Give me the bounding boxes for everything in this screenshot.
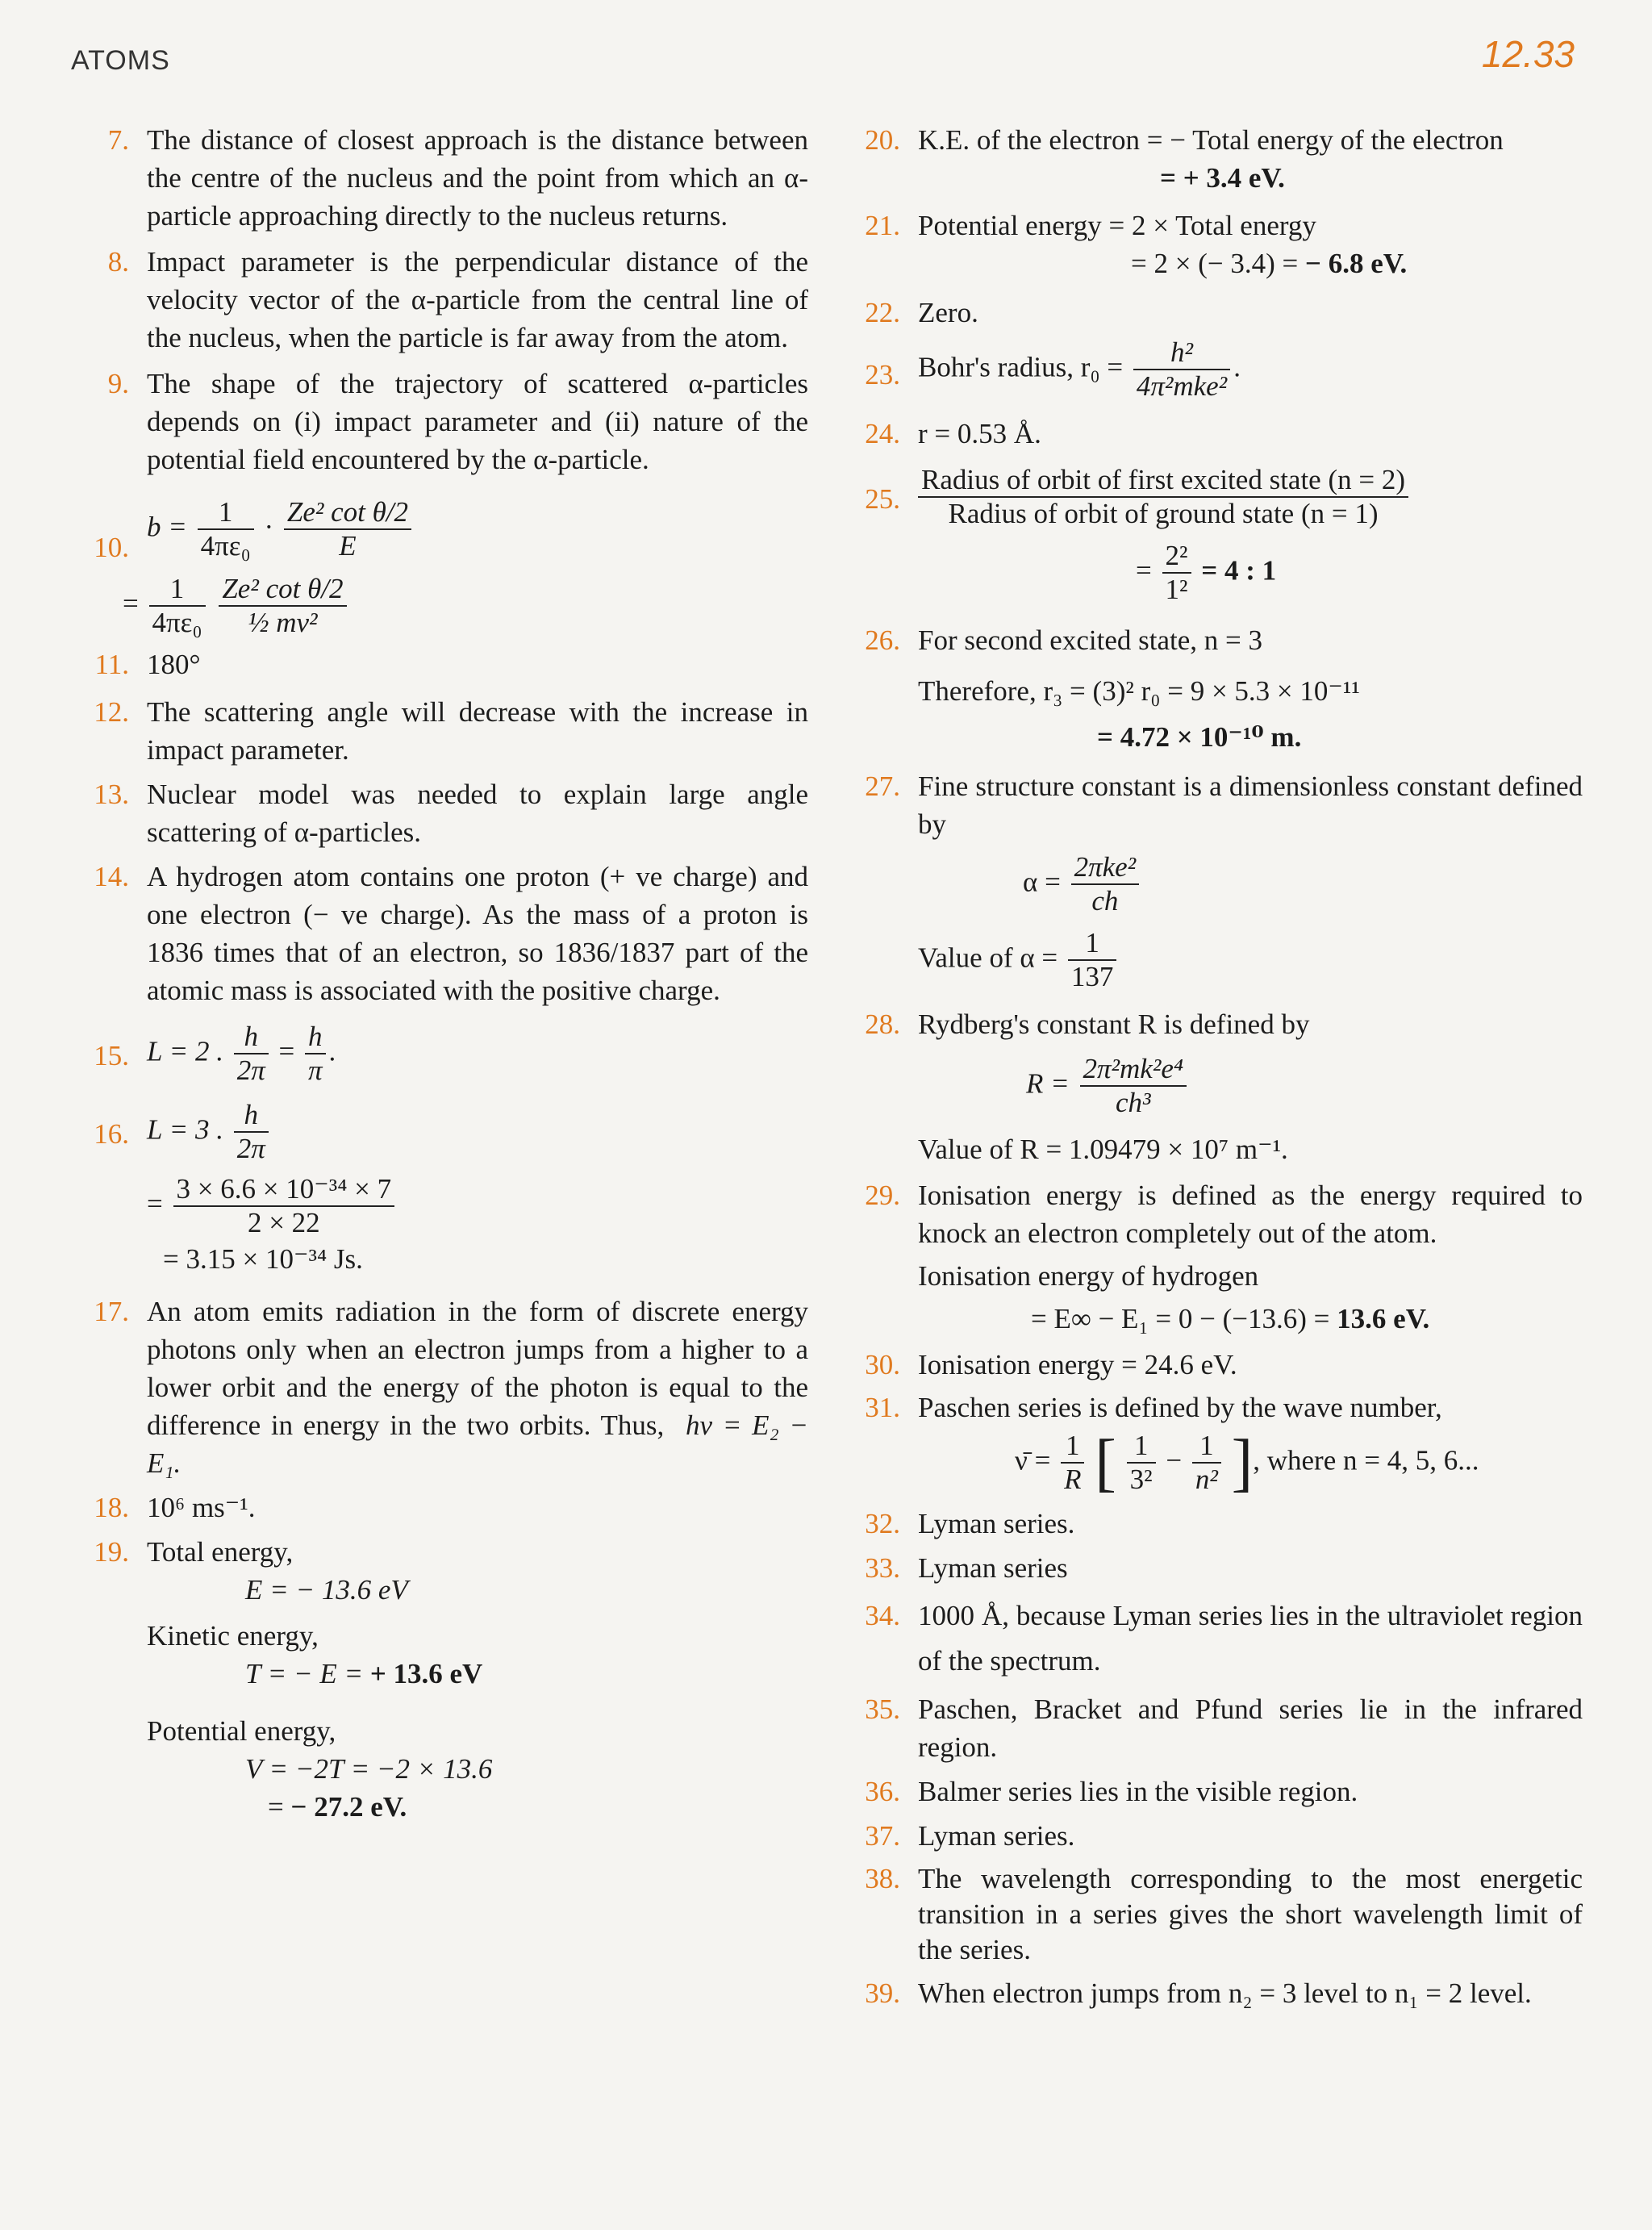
formula-lhs: Value of α = [918,942,1058,974]
answer-17 [77,1292,808,1482]
text-line: Kinetic energy, [147,1619,319,1652]
formula-value: = + 3.4 eV. [1160,162,1285,194]
answer-text: The shape of the trajectory of scattered α-particles depends on (i) impact parameter and (ii) nature of the potential field encountered by the α-particle. [147,368,808,475]
denominator: n² [1195,1464,1218,1496]
numerator: 1 [149,573,206,607]
answer-number: 28. [865,1008,900,1040]
answer-text: Zero. [918,297,978,328]
formula-value: = 4.72 × 10⁻¹⁰ m. [1097,720,1302,753]
answer-39 [849,1974,1583,2012]
left-bracket: [ [1095,1427,1116,1499]
denominator: Radius of orbit of ground state (n = 1) [948,497,1379,529]
formula-lhs: R = [1026,1067,1070,1099]
left-column [77,121,808,1826]
answer-35 [849,1690,1583,1766]
formula: hν = E₂ − E₁. [147,1409,808,1479]
answer-9 [77,365,808,478]
answer-26 [849,621,1583,756]
equals-sign: = [1136,554,1152,587]
answer-text: A hydrogen atom contains one proton (+ ve charge) and one electron (− ve charge). As the mass of a proton is 1836 times that of an electron, so 1836/1837 part of the atomic mass is associated with the positive charge. [147,861,808,1006]
answer-number: 14. [94,861,129,892]
page-number: 12.33 [1481,33,1575,75]
denominator: 4π²mke² [1136,370,1228,403]
answer-text: The wavelength corresponding to the most energetic transition in a series gives the short wavelength limit of the series. [918,1862,1583,1965]
answer-number: 38. [865,1862,900,1894]
denominator: ch [1091,884,1119,917]
answer-16 [77,1099,808,1278]
numerator: 1 [1068,927,1117,961]
denominator: R [1064,1464,1082,1496]
right-bracket: ] [1231,1427,1254,1499]
answer-30 [849,1346,1583,1384]
answer-19 [77,1533,808,1826]
text-line: Ionisation energy is defined as the energy required to knock an electron completely out of the atom. [918,1180,1583,1249]
fraction [219,573,346,640]
answer-text: r = 0.53 Å. [918,417,1041,449]
answer-number: 19. [94,1535,129,1568]
formula-lhs: L = 3 . [147,1113,223,1145]
numerator: 1 [1061,1430,1084,1464]
answer-text: An atom emits radiation in the form of discrete energy photons only when an electron jumps from a higher to a lower orbit and the energy of the photon is equal to the difference in energy in the two orbits. Thus, [147,1295,808,1441]
fraction [198,496,254,563]
answer-number: 8. [107,246,129,278]
answer-number: 7. [107,124,129,156]
denominator: 4πε₀ [200,530,251,562]
formula-lhs: L = 2 . [147,1035,223,1067]
fraction [173,1173,395,1240]
answer-number: 32. [865,1507,900,1539]
denominator: π [308,1054,323,1087]
fraction [284,496,411,563]
formula-value: − 6.8 eV. [1305,248,1408,279]
text-line: Rydberg's constant R is defined by [918,1008,1310,1040]
answer-29 [849,1176,1583,1338]
answer-number: 30. [865,1349,900,1380]
numerator: 3 × 6.6 × 10⁻³⁴ × 7 [173,1173,395,1207]
formula-line: b = $\frac{1}{\text{4πε₀}}$ · $\frac{\text{Ze² cot θ/2}}{E}$ [147,496,808,563]
formula-lhs: b = [147,511,187,543]
answer-10 [77,496,808,639]
fraction [1068,927,1117,994]
answer-22 [849,294,1583,332]
text-line: Value of R = 1.09479 × 10⁷ m⁻¹. [918,1134,1288,1165]
formula-line [1031,1300,1583,1338]
answer-13 [77,775,808,851]
formula-line [123,573,808,640]
answer-15 [77,1021,808,1088]
fraction [1192,1430,1221,1497]
formula-value: − 27.2 eV. [290,1790,407,1823]
answer-number: 13. [94,779,129,810]
text-line: Potential energy = 2 × Total energy [918,210,1316,241]
answer-number: 23. [865,359,900,390]
fraction [234,1099,269,1166]
answer-text: Nuclear model was needed to explain large angle scattering of α-particles. [147,779,808,848]
fraction [149,573,206,640]
answer-number: 25. [865,482,900,515]
numerator: Ze² cot θ/2 [284,496,411,530]
answer-number: 18. [94,1491,129,1523]
text-line: Total energy, [147,1535,294,1568]
formula-line [147,1173,808,1240]
formula-line: Therefore, r₃ = (3)² r₀ = 9 × 5.3 × 10⁻¹¹ [918,674,1360,707]
chapter-title: ATOMS [71,45,170,76]
formula-tail: , where n = 4, 5, 6... [1253,1444,1479,1476]
formula-line [1136,540,1583,607]
formula-lhs: Bohr's radius, r₀ = [918,351,1124,383]
formula-lhs: ν̄ = [1015,1444,1051,1476]
answer-37 [849,1817,1583,1855]
answer-31 [849,1389,1583,1497]
formula-line [1015,1427,1583,1499]
formula-lhs: α = [1023,865,1061,897]
answer-20 [849,121,1583,197]
answer-12 [77,693,808,769]
formula-value: = 4 : 1 [1201,554,1277,587]
answer-27 [849,767,1583,994]
answer-text: The distance of closest approach is the distance between the centre of the nucleus and the point from which an α-particle approaching directly to the nucleus returns. [147,124,808,232]
numerator: 1 [1127,1430,1156,1464]
denominator: E [339,530,357,562]
fraction [1133,336,1230,403]
answer-number: 17. [94,1295,129,1327]
text-line: Paschen series is defined by the wave number, [918,1392,1442,1423]
fraction [305,1021,326,1088]
answer-number: 33. [865,1551,900,1584]
answer-text: Balmer series lies in the visible region. [918,1775,1358,1807]
answer-36 [849,1773,1583,1810]
equals-sign: = [278,1035,295,1067]
answer-38 [849,1861,1583,1968]
formula-part: = E∞ − E₁ = 0 − (−13.6) = [1031,1303,1337,1334]
formula-line [918,464,1583,531]
answer-text: Lyman series [918,1551,1068,1584]
answer-number: 12. [94,696,129,728]
answer-7 [77,121,808,235]
numerator: 1 [198,496,254,530]
denominator: ch³ [1116,1086,1151,1118]
denominator: 3² [1129,1464,1153,1496]
numerator: 2πke² [1071,851,1140,885]
formula-part: = [268,1790,291,1823]
denominator: 2π [236,1054,265,1087]
numerator: 2π²mk²e⁴ [1080,1053,1187,1087]
answer-text: 10⁶ ms⁻¹. [147,1491,256,1523]
answer-number: 21. [865,210,900,241]
text-line: Ionisation energy of hydrogen [918,1260,1259,1292]
fraction [1162,540,1191,607]
formula-value: 13.6 eV. [1337,1303,1430,1334]
numerator: h [234,1021,269,1054]
fraction [1127,1430,1156,1497]
answer-number: 35. [865,1693,900,1725]
answer-text: Lyman series. [918,1819,1075,1852]
answer-number: 36. [865,1775,900,1807]
formula-line [147,1099,808,1166]
answer-18 [77,1489,808,1526]
denominator: 137 [1070,961,1114,993]
answer-8 [77,243,808,357]
denominator: 4πε₀ [152,606,202,638]
answer-32 [849,1505,1583,1543]
answer-number: 29. [865,1180,900,1211]
denominator: 1² [1165,574,1188,606]
text-line: For second excited state, n = 3 [918,624,1262,656]
fraction [918,464,1408,531]
answer-23 [849,336,1583,403]
answer-number: 15. [94,1040,129,1071]
numerator: h² [1133,336,1230,370]
fraction [1061,1430,1084,1497]
formula-line: V = −2T = −2 × 13.6 [245,1752,493,1785]
answer-text: Lyman series. [918,1507,1075,1539]
denominator: 2π [236,1132,265,1164]
numerator: h [305,1021,326,1054]
answer-number: 31. [865,1392,900,1423]
answer-28 [849,1005,1583,1169]
answer-11 [77,645,808,683]
formula-part: = 2 × (− 3.4) = [1131,248,1306,279]
answer-text: Impact parameter is the perpendicular distance of the velocity vector of the α-particle from the central line of the nucleus, when the particle is far away from the atom. [147,246,808,353]
answer-34 [849,1593,1583,1684]
answer-14 [77,858,808,1009]
formula-line [1026,1053,1583,1120]
formula-line [245,1655,808,1693]
answer-number: 39. [865,1977,900,2009]
equals-sign: = [123,587,139,619]
answer-number: 26. [865,624,900,656]
formula-value: + 13.6 eV [369,1657,483,1689]
text-line: Potential energy, [147,1714,336,1747]
equals-sign: = [147,1188,163,1220]
answer-25 [849,464,1583,607]
answer-text: The scattering angle will decrease with the increase in impact parameter. [147,696,808,766]
answer-number: 11. [94,649,129,680]
fraction [1080,1053,1187,1120]
numerator: 2² [1162,540,1191,574]
text-line: K.E. of the electron = − Total energy of the electron [918,124,1504,156]
formula-line [1023,851,1583,918]
answer-number: 27. [865,770,900,802]
answer-number: 20. [865,124,900,156]
right-column [849,121,1583,2012]
answer-text: When electron jumps from n₂ = 3 level to n₁ = 2 level. [918,1977,1532,2009]
punctuation: . [328,1035,336,1067]
answer-number: 9. [107,368,129,399]
formula-line [1131,244,1583,282]
denominator: ½ mv² [248,606,318,638]
answer-21 [849,207,1583,282]
fraction [234,1021,269,1088]
formula-part: T = − E = [245,1657,370,1689]
text-line: Fine structure constant is a dimensionless constant defined by [918,770,1583,840]
numerator: Radius of orbit of first excited state (n = 2) [918,464,1408,498]
answer-text: 1000 Å, because Lyman series lies in the ultraviolet region of the spectrum. [918,1599,1583,1677]
numerator: 1 [1192,1430,1221,1464]
punctuation: . [1233,351,1241,383]
answer-33 [849,1549,1583,1587]
numerator: Ze² cot θ/2 [219,573,346,607]
numerator: h [234,1099,269,1133]
formula-line [268,1788,808,1826]
answer-text: Paschen, Bracket and Pfund series lie in the infrared region. [918,1693,1583,1763]
formula-line: E = − 13.6 eV [245,1573,408,1606]
answer-number: 10. [94,532,129,563]
answer-24 [849,415,1583,453]
denominator: 2 × 22 [247,1207,320,1239]
formula-result: = 3.15 × 10⁻³⁴ Js. [163,1242,363,1275]
answer-number: 16. [94,1117,129,1150]
answer-text: Ionisation energy = 24.6 eV. [918,1349,1237,1380]
answer-number: 37. [865,1819,900,1852]
answer-number: 34. [865,1599,900,1631]
minus-sign: − [1166,1444,1183,1476]
answer-number: 22. [865,297,900,328]
formula-line [918,927,1583,994]
fraction [1071,851,1140,918]
answer-text: 180° [147,649,201,680]
answer-number: 24. [865,417,900,449]
